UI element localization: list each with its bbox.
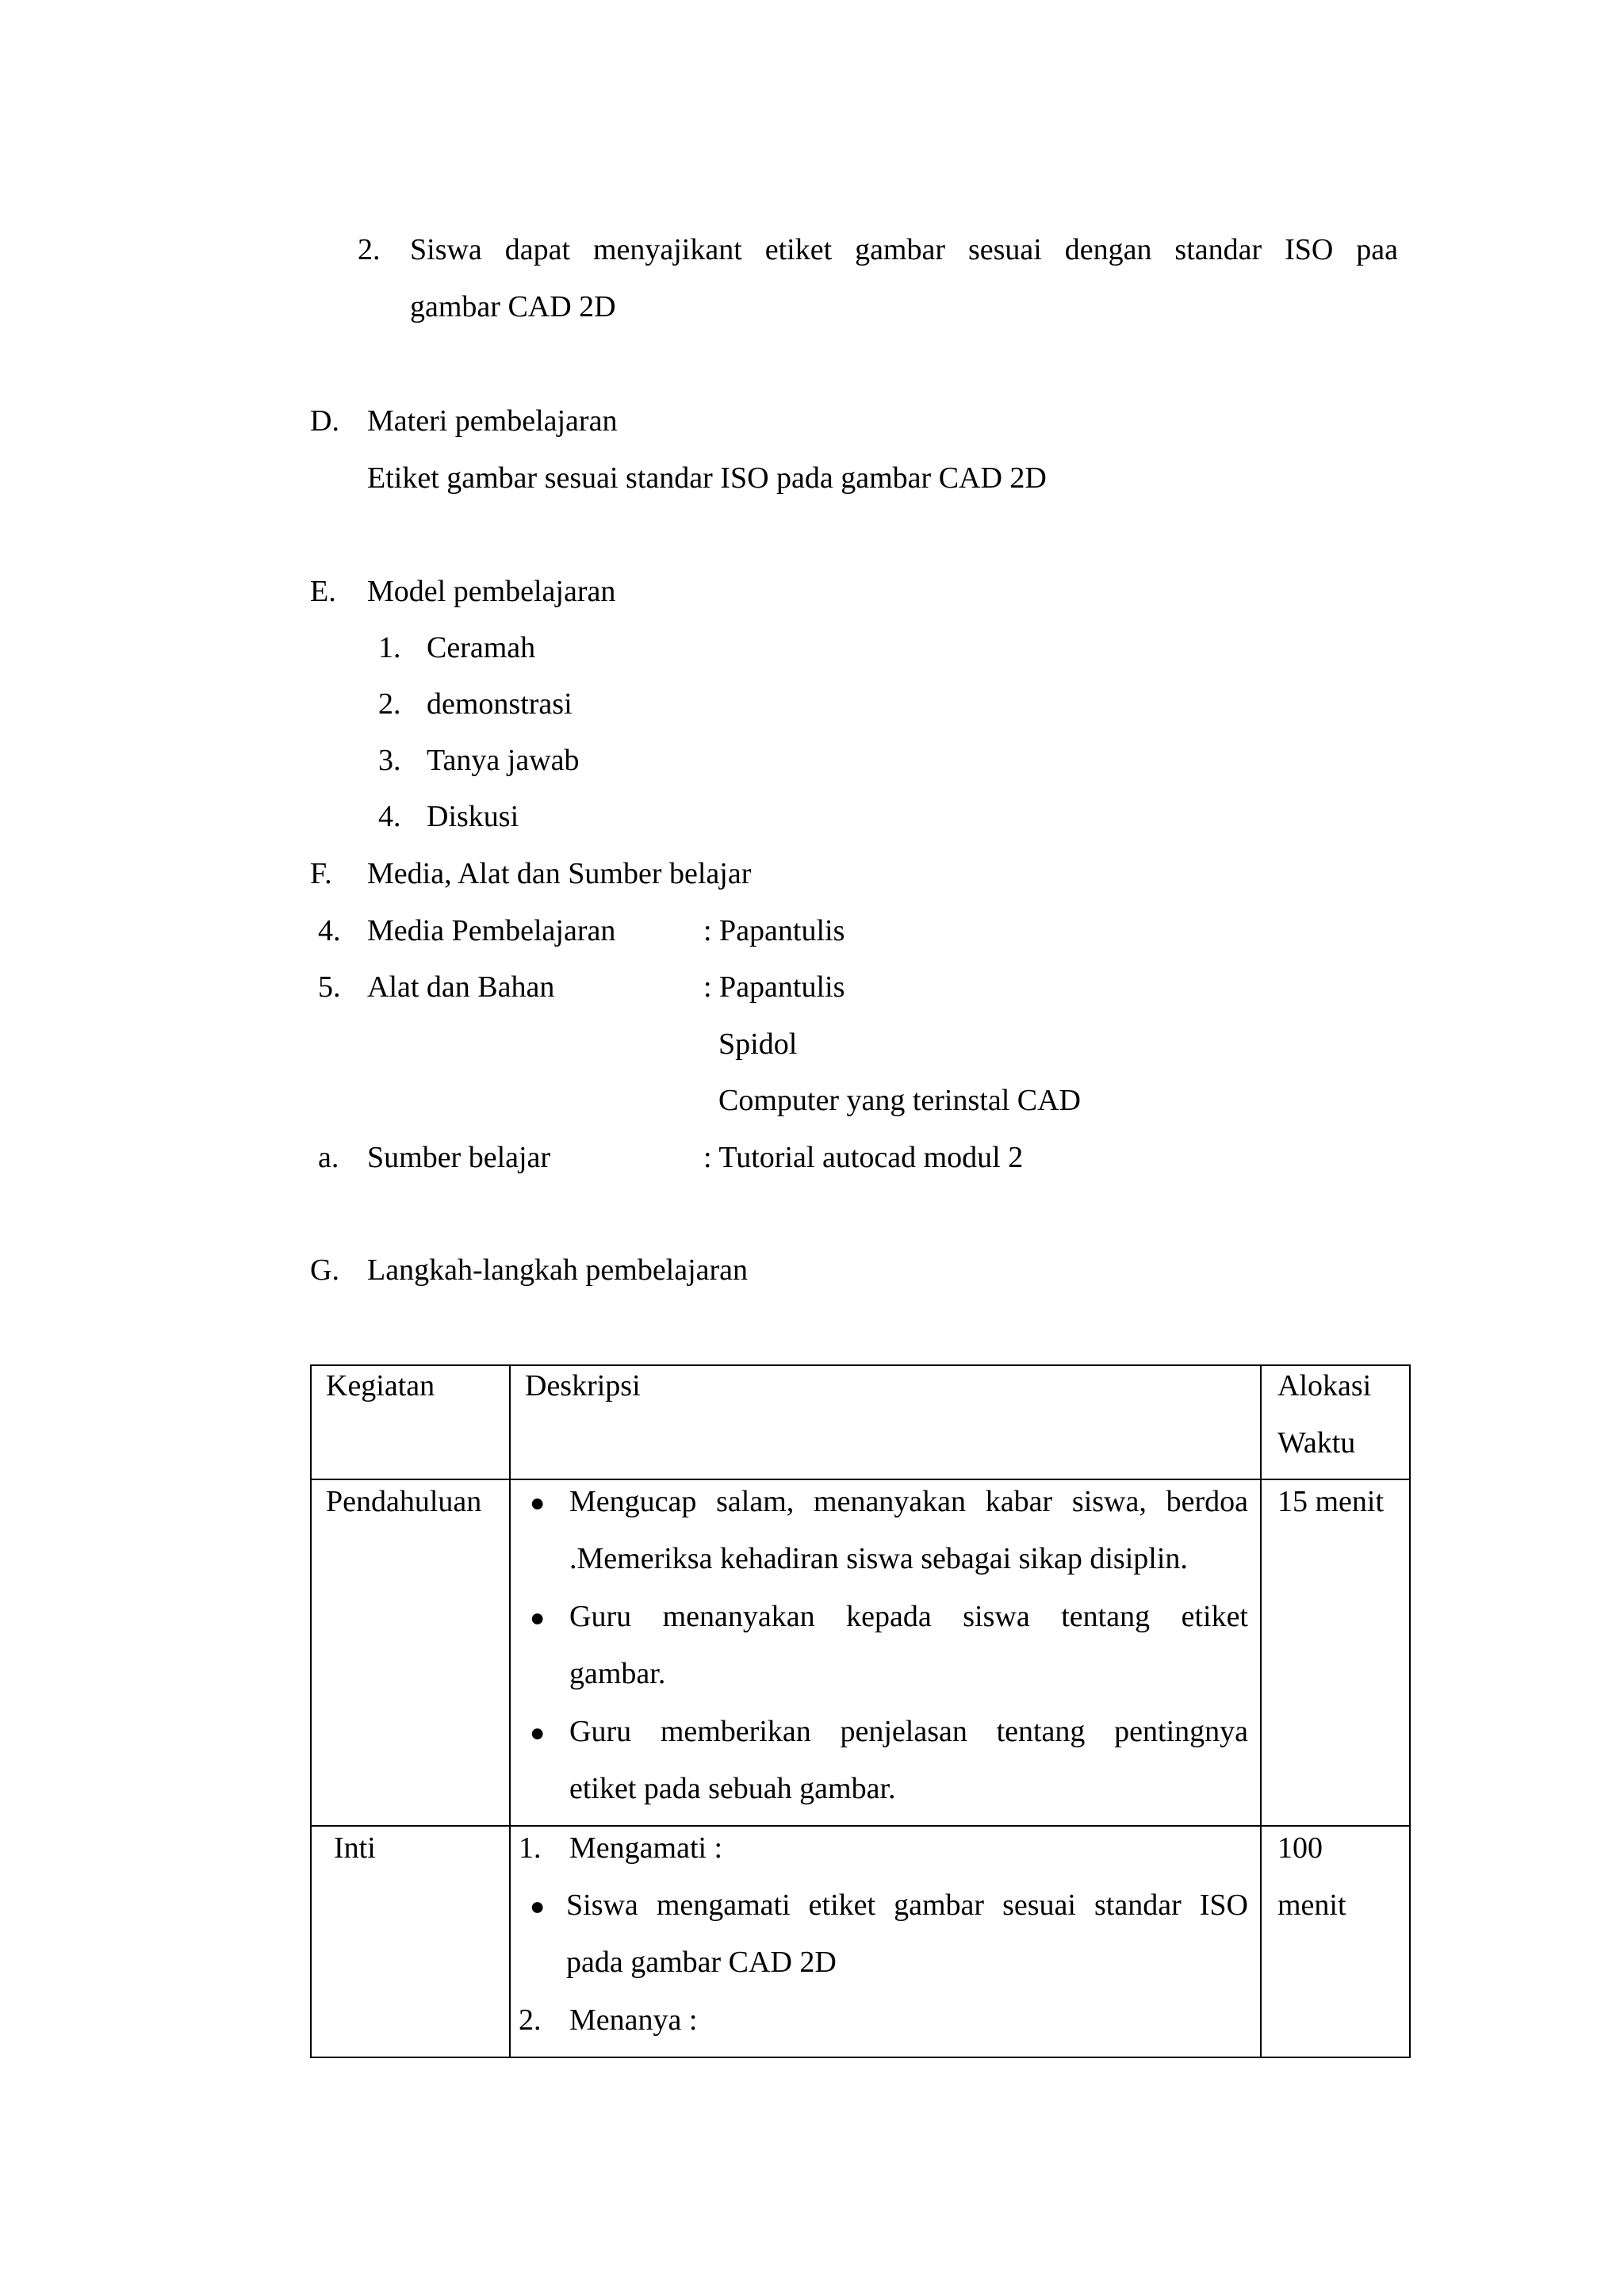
media-row-value: Spidol bbox=[718, 1027, 798, 1061]
bullet-text-line: gambar. bbox=[569, 1657, 666, 1690]
header-waktu: Waktu bbox=[1277, 1426, 1356, 1460]
header-kegiatan-cell bbox=[311, 1365, 510, 1479]
media-row-marker: 4. bbox=[318, 914, 341, 947]
header-deskripsi: Deskripsi bbox=[525, 1369, 641, 1402]
section-d-content: Etiket gambar sesuai standar ISO pada gambar CAD 2D bbox=[367, 461, 1047, 495]
inti-waktu-unit: menit bbox=[1277, 1888, 1346, 1922]
learning-steps-table bbox=[310, 1364, 1411, 2058]
inti-kegiatan-cell bbox=[311, 1826, 510, 2057]
media-row-label: Sumber belajar bbox=[367, 1141, 551, 1174]
pendahuluan-deskripsi-cell bbox=[510, 1479, 1261, 1826]
bullet-icon: ● bbox=[530, 1892, 546, 1920]
bullet-text-line: Mengucap salam, menanyakan kabar siswa, berdoa bbox=[569, 1485, 1248, 1518]
bullet-text-line: Guru menanyakan kepada siswa tentang etiket bbox=[569, 1600, 1248, 1633]
bullet-icon: ● bbox=[530, 1718, 546, 1747]
section-f-title: Media, Alat dan Sumber belajar bbox=[367, 857, 752, 890]
model-item-number: 4. bbox=[378, 800, 401, 833]
model-item-number: 1. bbox=[378, 631, 401, 664]
section-g-letter: G. bbox=[310, 1253, 339, 1287]
bullet-text-line: Siswa mengamati etiket gambar sesuai standar ISO bbox=[566, 1888, 1248, 1922]
pendahuluan-label: Pendahuluan bbox=[326, 1485, 482, 1518]
inti-step-text: Mengamati : bbox=[569, 1831, 723, 1865]
section-g-title: Langkah-langkah pembelajaran bbox=[367, 1253, 749, 1287]
table-row bbox=[311, 1479, 1410, 1826]
pendahuluan-kegiatan-cell bbox=[311, 1479, 510, 1826]
bullet-text-line: etiket pada sebuah gambar. bbox=[569, 1772, 896, 1805]
pendahuluan-waktu-cell bbox=[1261, 1479, 1410, 1826]
inti-deskripsi-cell bbox=[510, 1826, 1261, 2057]
inti-step-number: 1. bbox=[519, 1831, 542, 1865]
table-row bbox=[311, 1826, 1410, 2057]
section-f-letter: F. bbox=[310, 857, 332, 890]
media-row-value: : Papantulis bbox=[703, 970, 845, 1004]
header-alokasi: Alokasi bbox=[1277, 1369, 1372, 1402]
pendahuluan-waktu: 15 menit bbox=[1277, 1485, 1385, 1518]
media-row-label: Media Pembelajaran bbox=[367, 914, 616, 947]
media-row-value: : Tutorial autocad modul 2 bbox=[703, 1141, 1024, 1174]
header-kegiatan: Kegiatan bbox=[326, 1369, 435, 1402]
media-row-label: Alat dan Bahan bbox=[367, 970, 555, 1004]
model-item-number: 2. bbox=[378, 687, 401, 721]
model-item-text: Ceramah bbox=[427, 631, 536, 664]
section-d-letter: D. bbox=[310, 404, 339, 438]
header-alokasi-cell bbox=[1261, 1365, 1410, 1479]
inti-label: Inti bbox=[334, 1831, 376, 1865]
bullet-text-line: pada gambar CAD 2D bbox=[566, 1946, 837, 1979]
media-row-marker: a. bbox=[318, 1141, 339, 1174]
bullet-text-line: .Memeriksa kehadiran siswa sebagai sikap disiplin. bbox=[569, 1542, 1188, 1575]
media-row-value: Computer yang terinstal CAD bbox=[718, 1084, 1081, 1117]
model-item-text: Diskusi bbox=[427, 800, 519, 833]
bullet-icon: ● bbox=[530, 1488, 546, 1517]
bullet-icon: ● bbox=[530, 1603, 546, 1632]
section-e-letter: E. bbox=[310, 575, 336, 608]
model-item-text: demonstrasi bbox=[427, 687, 573, 721]
inti-step-text: Menanya : bbox=[569, 2003, 698, 2037]
table-header-row bbox=[311, 1365, 1410, 1479]
header-deskripsi-cell bbox=[510, 1365, 1261, 1479]
model-item-text: Tanya jawab bbox=[427, 744, 580, 777]
section-d-title: Materi pembelajaran bbox=[367, 404, 618, 438]
objective-2-number: 2. bbox=[358, 233, 381, 266]
section-e-title: Model pembelajaran bbox=[367, 575, 616, 608]
objective-2-line1: Siswa dapat menyajikant etiket gambar sesuai dengan standar ISO paa bbox=[410, 233, 1398, 266]
objective-2-line2: gambar CAD 2D bbox=[410, 290, 616, 323]
bullet-text-line: Guru memberikan penjelasan tentang pentingnya bbox=[569, 1715, 1248, 1748]
inti-waktu: 100 bbox=[1277, 1831, 1323, 1865]
model-item-number: 3. bbox=[378, 744, 401, 777]
media-row-marker: 5. bbox=[318, 970, 341, 1004]
inti-step-number: 2. bbox=[519, 2003, 542, 2037]
inti-waktu-cell bbox=[1261, 1826, 1410, 2057]
media-row-value: : Papantulis bbox=[703, 914, 845, 947]
